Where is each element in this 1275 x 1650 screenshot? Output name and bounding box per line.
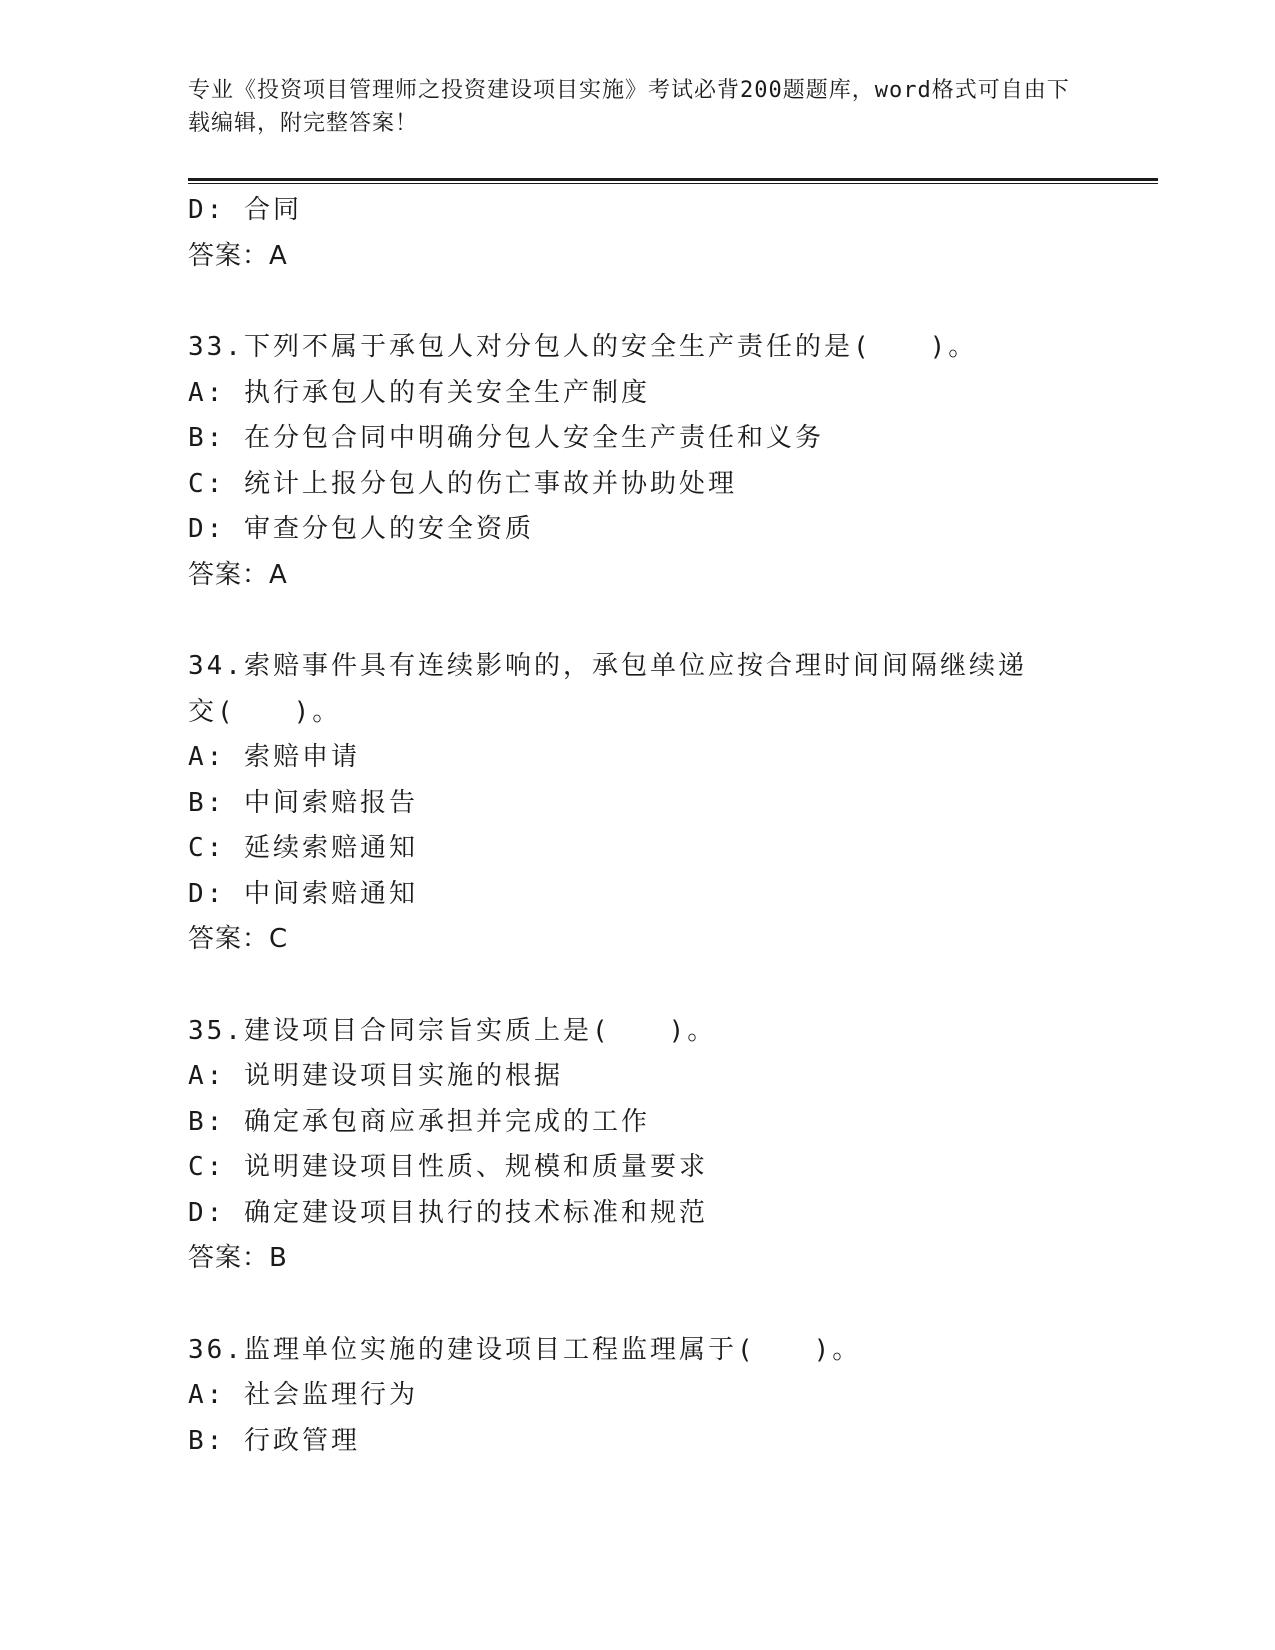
header-divider xyxy=(188,178,1158,181)
option-a: A: 索赔申请 xyxy=(188,742,360,772)
question-33 xyxy=(188,325,1088,598)
option-a: A: 社会监理行为 xyxy=(188,1380,418,1410)
option-d: D: 确定建设项目执行的技术标准和规范 xyxy=(188,1197,708,1228)
option-a: A: 说明建设项目实施的根据 xyxy=(188,1061,563,1091)
question-stem: 36.监理单位实施的建设项目工程监理属于( )。 xyxy=(188,1334,862,1365)
question-stem: 34.索赔事件具有连续影响的，承包单位应按合理时间间隔继续递交( )。 xyxy=(188,651,1027,727)
question-list xyxy=(188,188,1088,1464)
option-b: B: 行政管理 xyxy=(188,1425,360,1456)
answer-line: 答案：A xyxy=(188,240,288,271)
option-c: C: 统计上报分包人的伤亡事故并协助处理 xyxy=(188,468,737,499)
question-36 xyxy=(188,1328,1088,1465)
question-34 xyxy=(188,644,1088,963)
question-stem: 33.下列不属于承包人对分包人的安全生产责任的是( )。 xyxy=(188,332,978,362)
option-c: C: 说明建设项目性质、规模和质量要求 xyxy=(188,1152,708,1182)
answer-line: 答案：C xyxy=(188,924,289,954)
option-a: A: 执行承包人的有关安全生产制度 xyxy=(188,377,650,408)
question-35 xyxy=(188,1009,1088,1282)
option-d: D: 中间索赔通知 xyxy=(188,878,418,909)
option-d: D: 审查分包人的安全资质 xyxy=(188,514,534,544)
answer-line: 答案：B xyxy=(188,1243,288,1273)
option-c: C: 延续索赔通知 xyxy=(188,833,418,863)
page-header: 专业《投资项目管理师之投资建设项目实施》考试必背200题题库，word格式可自由下载编辑，附完整答案！ xyxy=(188,78,1070,136)
option-b: B: 中间索赔报告 xyxy=(188,787,418,818)
option-d: D: 合同 xyxy=(188,195,302,225)
option-b: B: 在分包合同中明确分包人安全生产责任和义务 xyxy=(188,423,824,453)
answer-line: 答案：A xyxy=(188,559,288,590)
question-stem: 35.建设项目合同宗旨实质上是( )。 xyxy=(188,1015,717,1046)
option-b: B: 确定承包商应承担并完成的工作 xyxy=(188,1106,650,1137)
